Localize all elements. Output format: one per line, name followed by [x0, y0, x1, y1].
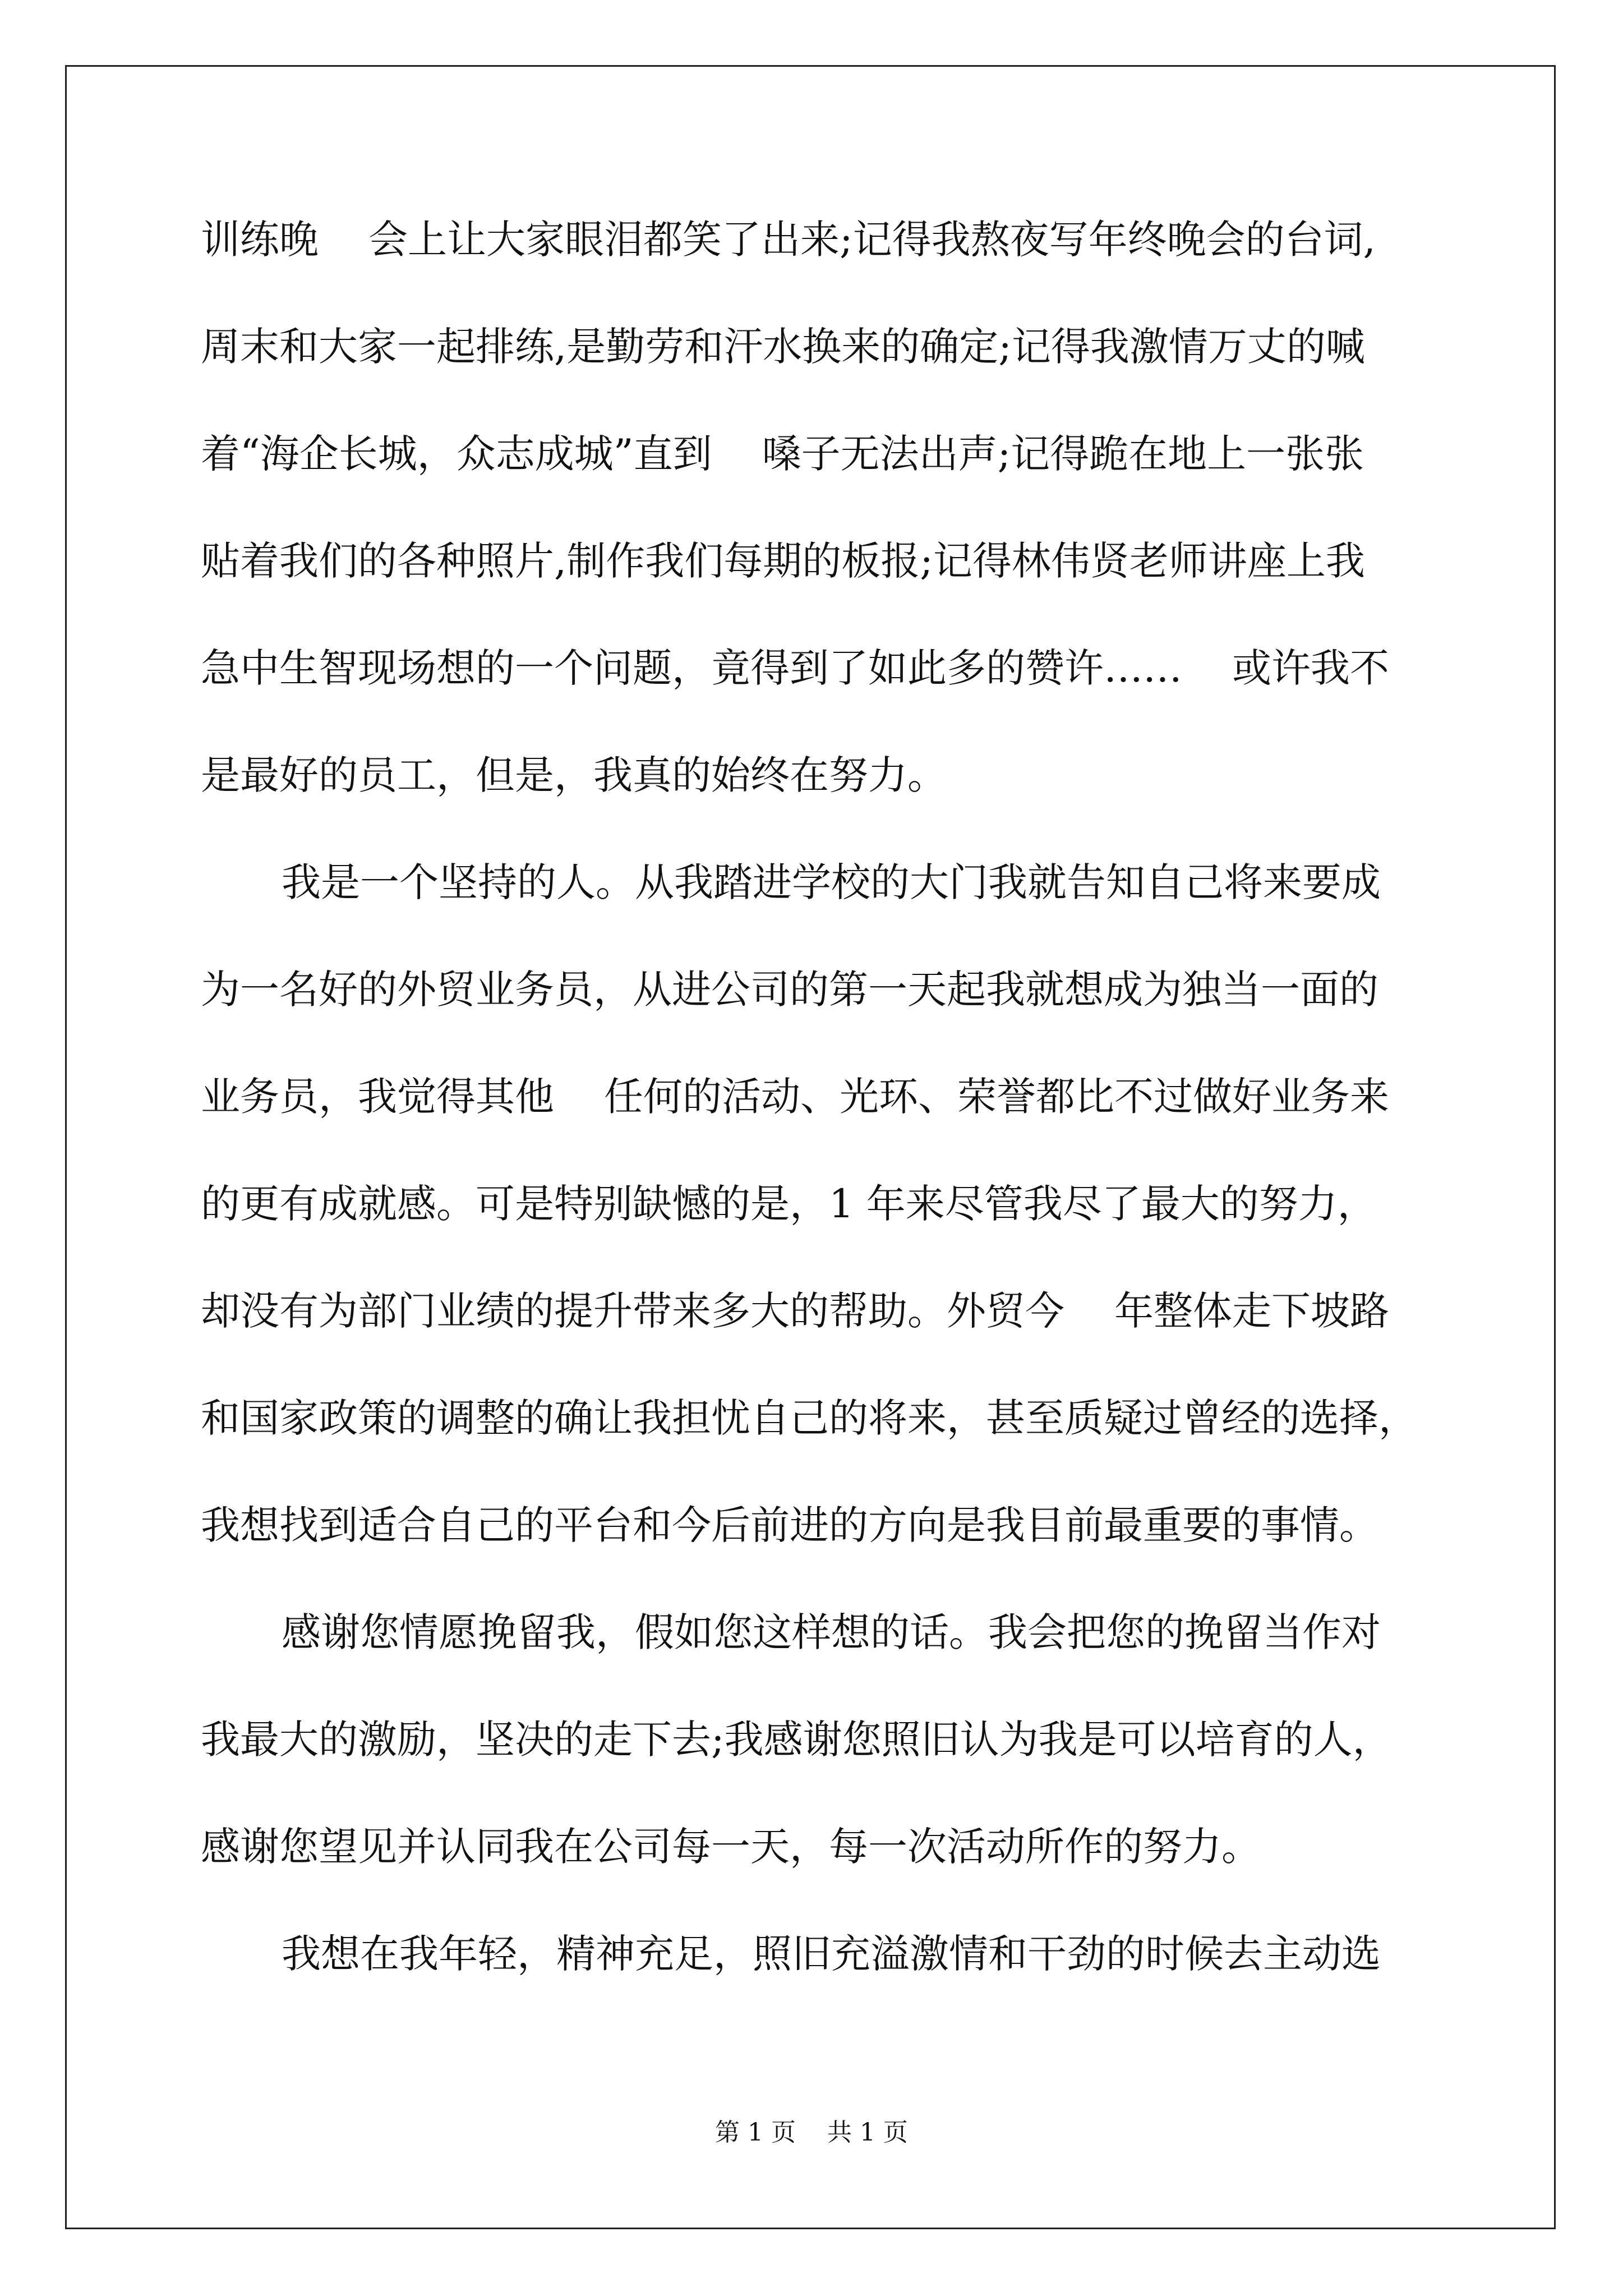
text-line: 我最大的激励，坚决的走下去;我感谢您照旧认为我是可以培育的人， — [201, 1717, 1392, 1763]
text-line: 急中生智现场想的一个问题，竟得到了如此多的赞许…… 或许我不 — [201, 645, 1390, 691]
document-body — [201, 217, 1435, 2041]
text-line: 的更有成就感。可是特别缺憾的是，1 年来尽管我尽了最大的努力， — [201, 1181, 1377, 1227]
paragraph-start-line: 我想在我年轻，精神充足，照旧充溢激情和干劲的时候去主动选 — [282, 1931, 1381, 1977]
paragraph-start-line: 我是一个坚持的人。从我踏进学校的大门我就告知自己将来要成 — [282, 859, 1381, 905]
text-line: 为一名好的外贸业务员，从进公司的第一天起我就想成为独当一面的 — [201, 967, 1378, 1013]
text-line: 我想找到适合自己的平台和今后前进的方向是我目前最重要的事情。 — [201, 1502, 1378, 1548]
paragraph-start-line: 感谢您情愿挽留我，假如您这样想的话。我会把您的挽留当作对 — [282, 1609, 1381, 1655]
text-line: 业务员，我觉得其他 任何的活动、光环、荣誉都比不过做好业务来 — [201, 1074, 1390, 1120]
text-line: 周末和大家一起排练,是勤劳和汗水换来的确定;记得我激情万丈的喊 — [201, 324, 1365, 370]
text-line: 和国家政策的调整的确让我担忧自己的将来，甚至质疑过曾经的选择， — [201, 1395, 1418, 1441]
text-line: 是最好的员工，但是，我真的始终在努力。 — [201, 752, 947, 798]
page-number-footer: 第 1 页 共 1 页 — [715, 2118, 908, 2147]
text-line: 贴着我们的各种照片,制作我们每期的板报;记得林伟贤老师讲座上我 — [201, 538, 1365, 584]
text-line: 感谢您望见并认同我在公司每一天，每一次活动所作的努力。 — [201, 1824, 1261, 1870]
text-line: 着“海企长城，众志成城”直到 嗓子无法出声;记得跪在地上一张张 — [201, 431, 1364, 477]
text-line: 却没有为部门业绩的提升带来多大的帮助。外贸今 年整体走下坡路 — [201, 1288, 1390, 1334]
text-line: 训练晚 会上让大家眼泪都笑了出来;记得我熬夜写年终晚会的台词, — [201, 217, 1376, 263]
